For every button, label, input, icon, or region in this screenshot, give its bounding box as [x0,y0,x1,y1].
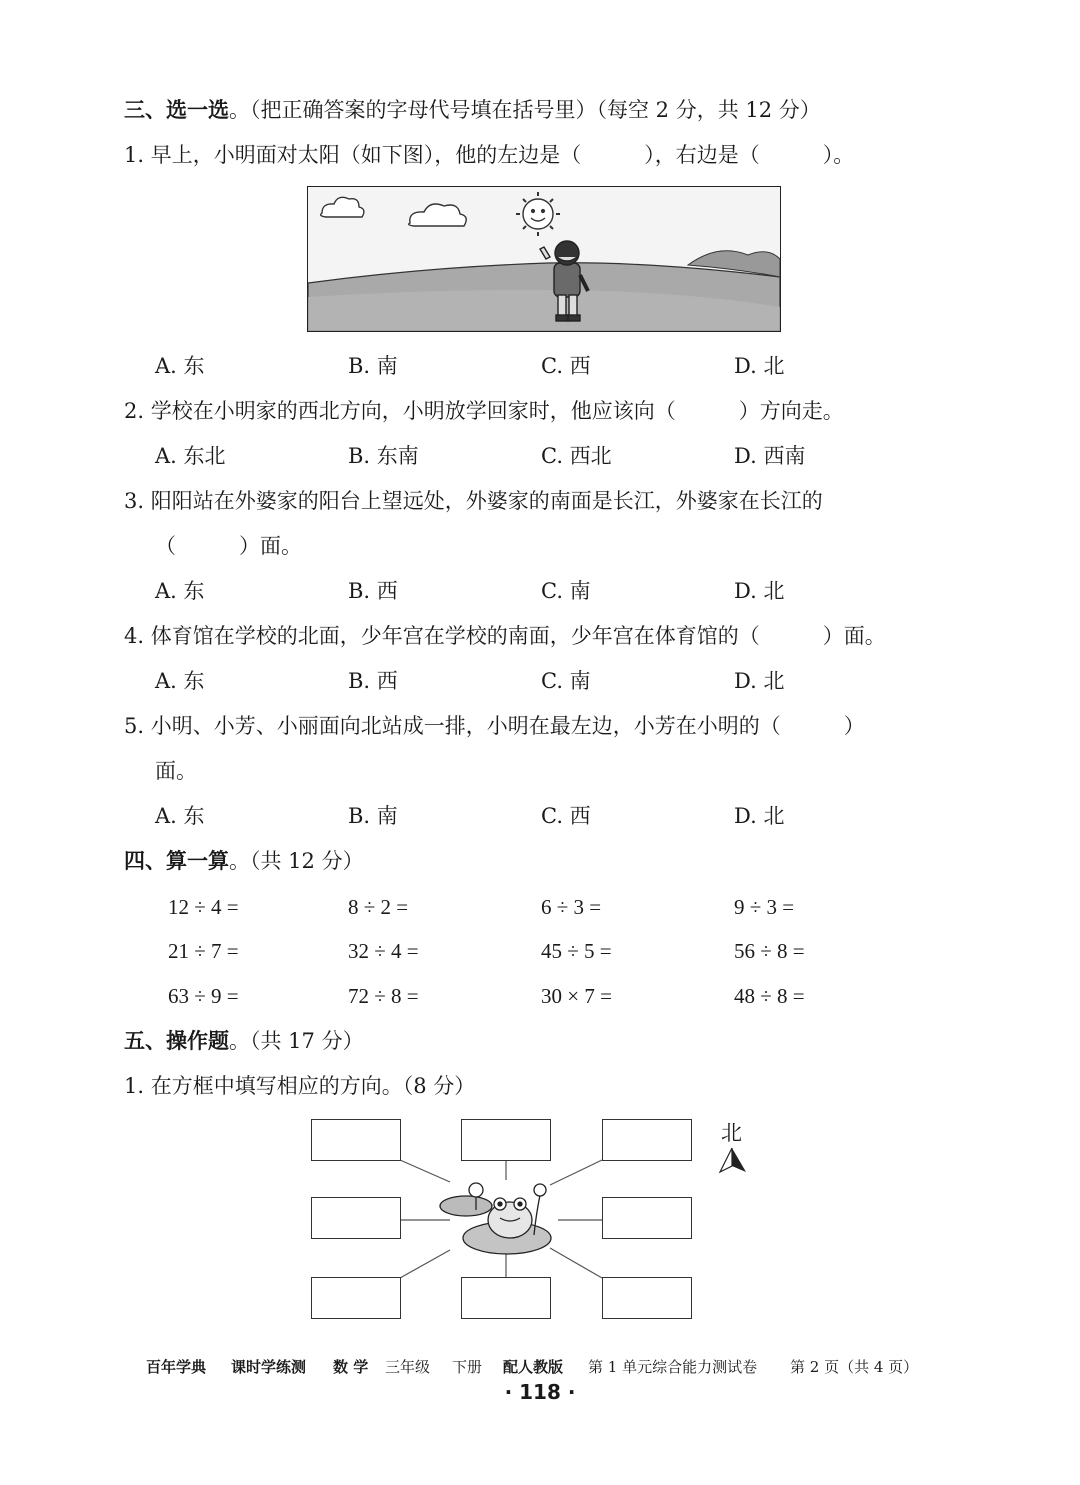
direction-box-west[interactable] [311,1197,401,1239]
morning-sun-illustration [307,186,781,332]
q1-option-b[interactable]: B. 南 [348,354,398,378]
equation: 12 ÷ 4 = [168,895,239,919]
equation: 9 ÷ 3 = [734,895,795,919]
q4-option-d[interactable]: D. 北 [734,669,785,693]
direction-box-northwest[interactable] [311,1119,401,1161]
footer-unit: 第 1 单元综合能力测试卷 [588,1358,758,1376]
q5-option-d[interactable]: D. 北 [734,804,785,828]
footer-subject: 数 学 [333,1358,369,1376]
question-2-text: 2. 学校在小明家的西北方向，小明放学回家时，他应该向（ ）方向走。 [124,399,844,423]
direction-box-southwest[interactable] [311,1277,401,1319]
q4-option-c[interactable]: C. 南 [541,669,591,693]
q3-option-d[interactable]: D. 北 [734,579,785,603]
q1-option-a[interactable]: A. 东 [155,354,205,378]
section-4-heading: 四、算一算 [124,849,229,873]
section-4-points: 。（共 12 分） [229,849,364,873]
frog-icon [440,1183,551,1254]
equation: 63 ÷ 9 = [168,984,239,1008]
section-3-title [124,95,821,125]
equation: 8 ÷ 2 = [348,895,409,919]
north-label: 北 [721,1121,742,1145]
direction-box-northeast[interactable] [602,1119,692,1161]
question-3-text: 3. 阳阳站在外婆家的阳台上望远处，外婆家的南面是长江，外婆家在长江的 [124,489,823,513]
q1-option-c[interactable]: C. 西 [541,354,591,378]
equation: 56 ÷ 8 = [734,939,805,963]
q1-option-d[interactable]: D. 北 [734,354,785,378]
equation: 32 ÷ 4 = [348,939,419,963]
question-3-text-cont: （ ）面。 [155,534,302,558]
section-5-heading: 五、操作题 [124,1029,229,1053]
equation: 48 ÷ 8 = [734,984,805,1008]
footer-grade: 三年级 [385,1358,431,1376]
equation: 21 ÷ 7 = [168,939,239,963]
section-5-title [124,1026,364,1056]
section-4-title [124,846,364,876]
equation: 30 × 7 = [541,984,612,1008]
direction-box-east[interactable] [602,1197,692,1239]
equation: 45 ÷ 5 = [541,939,612,963]
question-5-1-text: 1. 在方框中填写相应的方向。（8 分） [124,1074,476,1098]
equation: 72 ÷ 8 = [348,984,419,1008]
footer-edition: 配人教版 [503,1358,564,1376]
direction-box-north[interactable] [461,1119,551,1161]
footer-series: 课时学练测 [231,1358,307,1376]
q5-option-a[interactable]: A. 东 [155,804,205,828]
q3-option-c[interactable]: C. 南 [541,579,591,603]
section-3-heading: 三、选一选 [124,98,229,122]
section-5-points: 。（共 17 分） [229,1029,364,1053]
footer-page-info: 第 2 页（共 4 页） [790,1358,919,1376]
question-5-text: 5. 小明、小芳、小丽面向北站成一排，小明在最左边，小芳在小明的（ ） [124,714,865,738]
q2-option-b[interactable]: B. 东南 [348,444,419,468]
direction-box-south[interactable] [461,1277,551,1319]
q4-option-a[interactable]: A. 东 [155,669,205,693]
north-arrow-icon [718,1146,748,1176]
question-1-text: 1. 早上，小明面对太阳（如下图），他的左边是（ ），右边是（ ）。 [124,143,855,167]
q3-option-a[interactable]: A. 东 [155,579,205,603]
footer-volume: 下册 [452,1358,483,1376]
section-3-instructions: 。（把正确答案的字母代号填在括号里）（每空 2 分，共 12 分） [229,98,821,122]
page-number: · 118 · [504,1380,576,1404]
q2-option-a[interactable]: A. 东北 [155,444,226,468]
q2-option-c[interactable]: C. 西北 [541,444,612,468]
footer-brand: 百年学典 [146,1358,207,1376]
q5-option-b[interactable]: B. 南 [348,804,398,828]
q4-option-b[interactable]: B. 西 [348,669,398,693]
q2-option-d[interactable]: D. 西南 [734,444,806,468]
q5-option-c[interactable]: C. 西 [541,804,591,828]
question-4-text: 4. 体育馆在学校的北面，少年宫在学校的南面，少年宫在体育馆的（ ）面。 [124,624,886,648]
question-5-text-cont: 面。 [155,759,197,783]
equation: 6 ÷ 3 = [541,895,602,919]
q3-option-b[interactable]: B. 西 [348,579,398,603]
direction-box-southeast[interactable] [602,1277,692,1319]
